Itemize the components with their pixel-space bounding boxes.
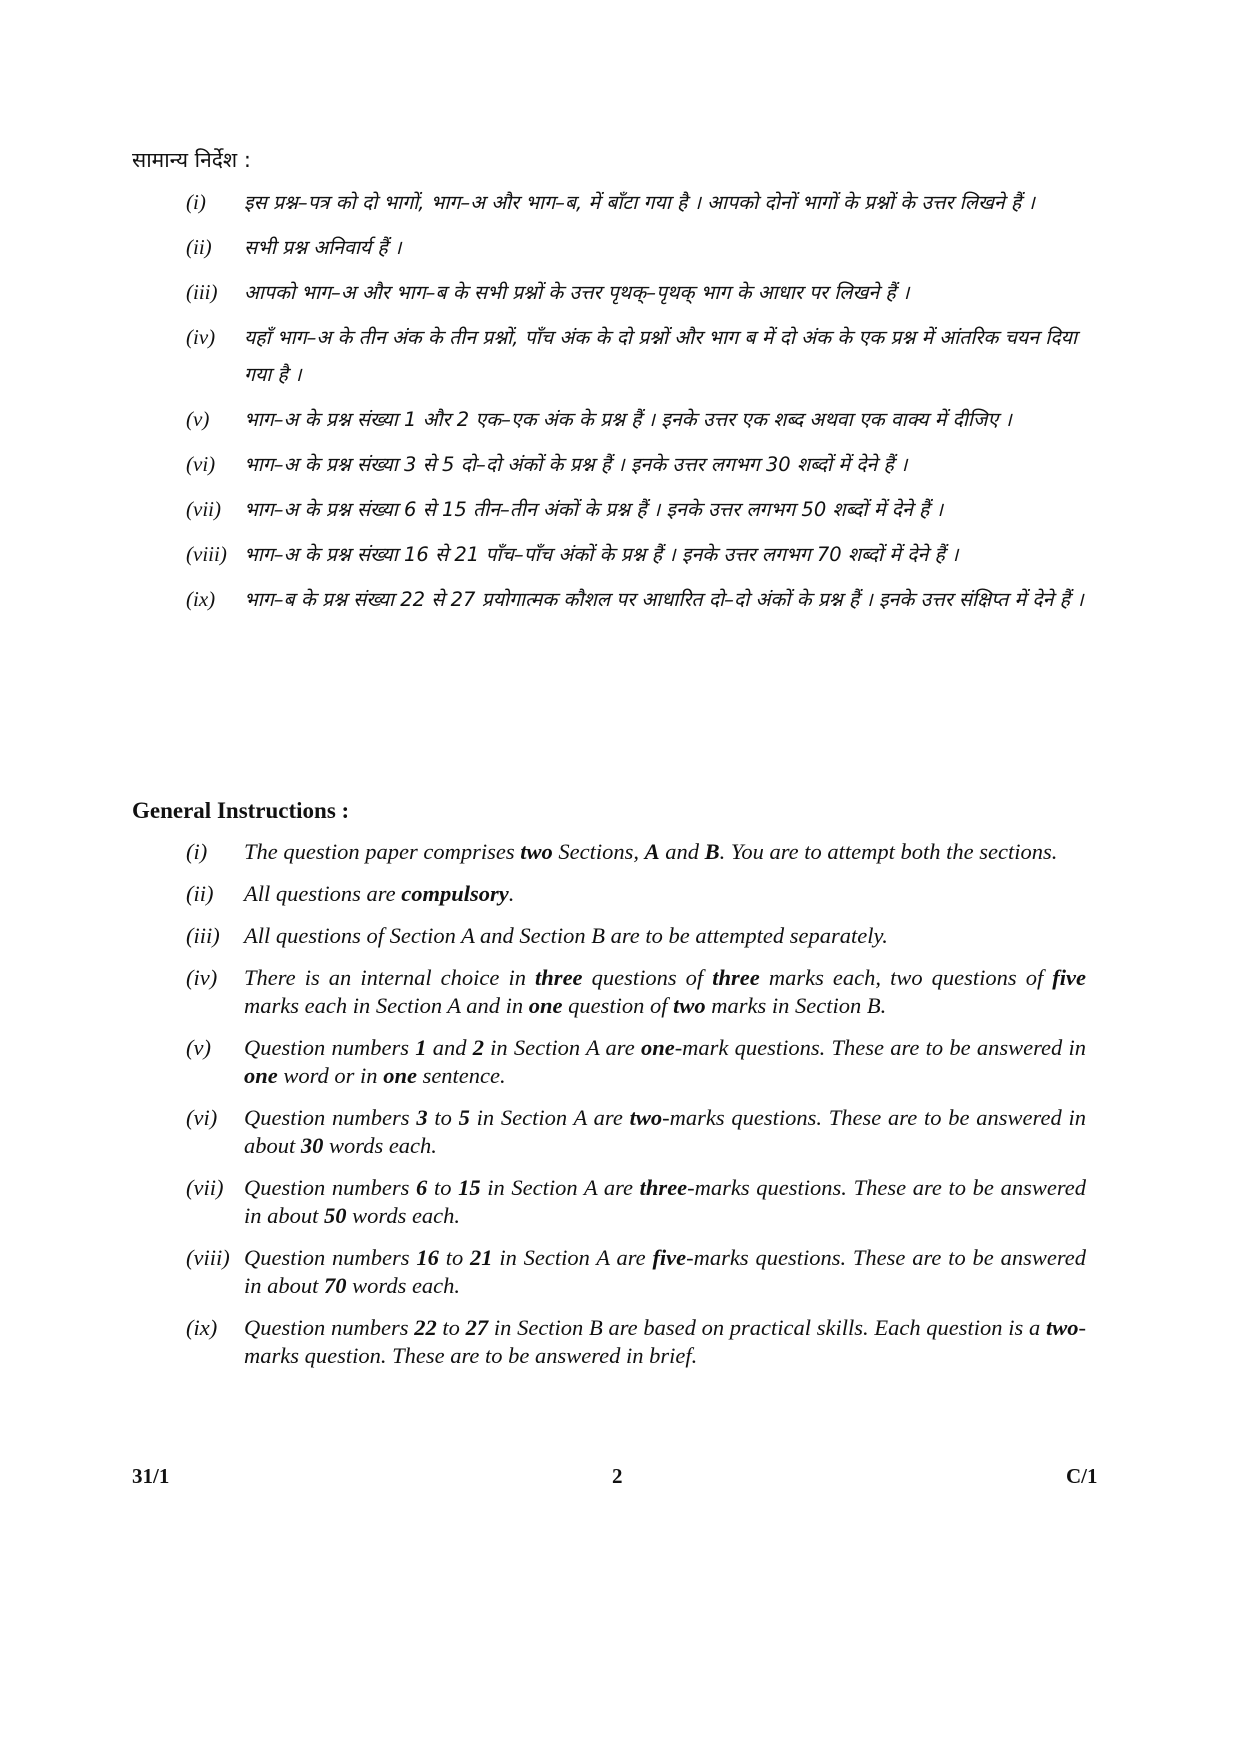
emphasis-text: two — [673, 993, 706, 1018]
item-number: (viii) — [186, 1245, 230, 1270]
emphasis-text: two — [1045, 1315, 1079, 1340]
emphasis-text: 15 — [458, 1175, 481, 1200]
text-run: word or in — [277, 1063, 384, 1088]
hindi-instruction-item — [186, 446, 1086, 483]
item-number: (ii) — [186, 881, 214, 906]
item-text: भाग–ब के प्रश्न संख्या 22 से 27 प्रयोगात्मक कौशल पर आधारित दो–दो अंकों के प्रश्न हैं । इनके उत्तर संक्षिप्त में देने हैं । — [244, 588, 1084, 611]
emphasis-text: 5 — [458, 1105, 470, 1130]
english-instruction-item — [186, 1104, 1086, 1160]
text-run: Question numbers — [244, 1175, 417, 1200]
english-instruction-item — [186, 1314, 1086, 1370]
item-text — [244, 1244, 1086, 1300]
hindi-instruction-item — [186, 229, 1086, 266]
emphasis-text: 22 — [414, 1315, 437, 1340]
item-number: (v) — [186, 1035, 211, 1060]
english-instruction-item — [186, 922, 1086, 950]
text-run: -marks question. These are to be answered in brief. — [244, 1315, 1086, 1368]
item-text — [244, 880, 1086, 908]
text-run: words each. — [346, 1203, 461, 1228]
item-number: (ix) — [186, 1315, 218, 1340]
item-number: (vi) — [186, 452, 216, 476]
item-number: (vii) — [186, 1175, 224, 1200]
item-text — [244, 922, 1086, 950]
text-run: words each. — [346, 1273, 461, 1298]
item-text: भाग–अ के प्रश्न संख्या 1 और 2 एक–एक अंक के प्रश्न हैं । इनके उत्तर एक शब्द अथवा एक वाक्य में दीजिए । — [244, 408, 1012, 431]
text-run: to — [438, 1245, 471, 1270]
item-text: भाग–अ के प्रश्न संख्या 3 से 5 दो–दो अंकों के प्रश्न हैं । इनके उत्तर लगभग 30 शब्दों में देने हैं । — [244, 453, 908, 476]
text-run: in Section A are — [492, 1245, 653, 1270]
emphasis-text: two — [629, 1105, 663, 1130]
text-run: . — [508, 881, 515, 906]
text-run: words each. — [323, 1133, 437, 1158]
text-run: and — [659, 839, 705, 864]
item-text: भाग–अ के प्रश्न संख्या 6 से 15 तीन–तीन अंकों के प्रश्न हैं । इनके उत्तर लगभग 50 शब्दों में देने हैं । — [244, 498, 943, 521]
item-number: (iii) — [186, 280, 218, 304]
text-run: in Section A are — [480, 1175, 640, 1200]
text-run: to — [436, 1315, 466, 1340]
hindi-instruction-item — [186, 536, 1086, 573]
item-number: (ii) — [186, 235, 212, 259]
text-run: All questions of Section A and Section B are to be attempted separately. — [244, 923, 888, 948]
text-run: Question numbers — [244, 1245, 417, 1270]
item-number: (iii) — [186, 923, 220, 948]
item-text — [244, 1314, 1086, 1370]
text-run: There is an internal choice in — [244, 965, 536, 990]
english-instruction-item — [186, 838, 1086, 866]
emphasis-text: five — [652, 1245, 687, 1270]
item-number: (vii) — [186, 497, 221, 521]
hindi-instruction-item — [186, 319, 1086, 393]
text-run: marks in Section B. — [705, 993, 887, 1018]
item-text — [244, 1104, 1086, 1160]
item-text: सभी प्रश्न अनिवार्य हैं । — [244, 236, 402, 259]
emphasis-text: 21 — [470, 1245, 493, 1270]
text-run: questions of — [582, 965, 713, 990]
item-text — [244, 1174, 1086, 1230]
item-number: (ix) — [186, 587, 216, 611]
text-run: in Section A are — [469, 1105, 630, 1130]
emphasis-text: one — [528, 993, 563, 1018]
emphasis-text: one — [383, 1063, 417, 1088]
item-text: यहाँ भाग–अ के तीन अंक के तीन प्रश्नों, पाँच अंक के दो प्रश्नों और भाग ब में दो अंक के एक प्रश्न में आंतरिक चयन दिया गया है । — [244, 326, 1078, 386]
emphasis-text: 2 — [472, 1035, 484, 1060]
item-number: (i) — [186, 190, 206, 214]
hindi-instructions-list — [186, 184, 1086, 626]
item-number: (iv) — [186, 325, 216, 349]
text-run: marks each in Section A and in — [244, 993, 529, 1018]
emphasis-text: three — [712, 965, 760, 990]
text-run: in Section A are — [483, 1035, 641, 1060]
item-number: (v) — [186, 407, 210, 431]
emphasis-text: one — [244, 1063, 278, 1088]
hindi-instruction-item — [186, 184, 1086, 221]
hindi-instruction-item — [186, 581, 1086, 618]
text-run: to — [427, 1105, 459, 1130]
emphasis-text: 70 — [324, 1273, 347, 1298]
item-text — [244, 964, 1086, 1020]
text-run: . You are to attempt both the sections. — [719, 839, 1058, 864]
english-instruction-item — [186, 1174, 1086, 1230]
text-run: -marks questions. These are to be answered in about — [244, 1105, 1086, 1158]
emphasis-text: one — [640, 1035, 675, 1060]
text-run: Question numbers — [244, 1315, 415, 1340]
item-text — [244, 838, 1086, 866]
item-text: भाग–अ के प्रश्न संख्या 16 से 21 पाँच–पाँच अंकों के प्रश्न हैं । इनके उत्तर लगभग 70 शब्दों में देने हैं । — [244, 543, 959, 566]
item-text — [244, 1034, 1086, 1090]
set-code: C/1 — [1066, 1464, 1098, 1488]
emphasis-text: 3 — [416, 1105, 428, 1130]
item-number: (iv) — [186, 965, 218, 990]
english-instructions-list — [186, 838, 1086, 1384]
emphasis-text: compulsory — [401, 881, 509, 906]
english-instruction-item — [186, 964, 1086, 1020]
english-instruction-item — [186, 1034, 1086, 1090]
text-run: -marks questions. These are to be answered in about — [244, 1175, 1086, 1228]
text-run: sentence. — [416, 1063, 506, 1088]
item-text: आपको भाग–अ और भाग–ब के सभी प्रश्नों के उत्तर पृथक्–पृथक् भाग के आधार पर लिखने हैं । — [244, 281, 910, 304]
text-run: Question numbers — [244, 1035, 416, 1060]
emphasis-text: 50 — [324, 1203, 347, 1228]
emphasis-text: B — [704, 839, 720, 864]
text-run: marks each, two questions of — [759, 965, 1053, 990]
emphasis-text: three — [639, 1175, 688, 1200]
emphasis-text: 16 — [416, 1245, 439, 1270]
item-number: (viii) — [186, 542, 227, 566]
text-run: question of — [562, 993, 674, 1018]
text-run: -mark questions. These are to be answered in — [674, 1035, 1086, 1060]
english-instruction-item — [186, 880, 1086, 908]
english-instruction-item — [186, 1244, 1086, 1300]
hindi-instruction-item — [186, 274, 1086, 311]
item-number: (vi) — [186, 1105, 218, 1130]
text-run: -marks questions. These are to be answered in about — [244, 1245, 1086, 1298]
emphasis-text: five — [1052, 965, 1087, 990]
item-number: (i) — [186, 839, 208, 864]
text-run: Sections, — [552, 839, 645, 864]
hindi-instructions-heading: सामान्य निर्देश : — [132, 148, 251, 172]
emphasis-text: two — [520, 839, 553, 864]
emphasis-text: 6 — [416, 1175, 428, 1200]
text-run: in Section B are based on practical skills. Each question is a — [488, 1315, 1046, 1340]
text-run: All questions are — [244, 881, 402, 906]
emphasis-text: A — [644, 839, 660, 864]
paper-code: 31/1 — [132, 1464, 170, 1488]
item-text: इस प्रश्न–पत्र को दो भागों, भाग–अ और भाग–ब, में बाँटा गया है । आपको दोनों भागों के प्रश्नों के उत्तर लिखने हैं । — [244, 191, 1035, 214]
emphasis-text: 30 — [300, 1133, 324, 1158]
emphasis-text: 27 — [465, 1315, 489, 1340]
emphasis-text: three — [535, 965, 583, 990]
text-run: to — [427, 1175, 459, 1200]
text-run: and — [426, 1035, 473, 1060]
text-run: Question numbers — [244, 1105, 417, 1130]
hindi-instruction-item — [186, 491, 1086, 528]
emphasis-text: 1 — [415, 1035, 427, 1060]
hindi-instruction-item — [186, 401, 1086, 438]
text-run: The question paper comprises — [244, 839, 521, 864]
general-instructions-heading: General Instructions : — [132, 798, 350, 823]
page-number: 2 — [612, 1464, 623, 1488]
